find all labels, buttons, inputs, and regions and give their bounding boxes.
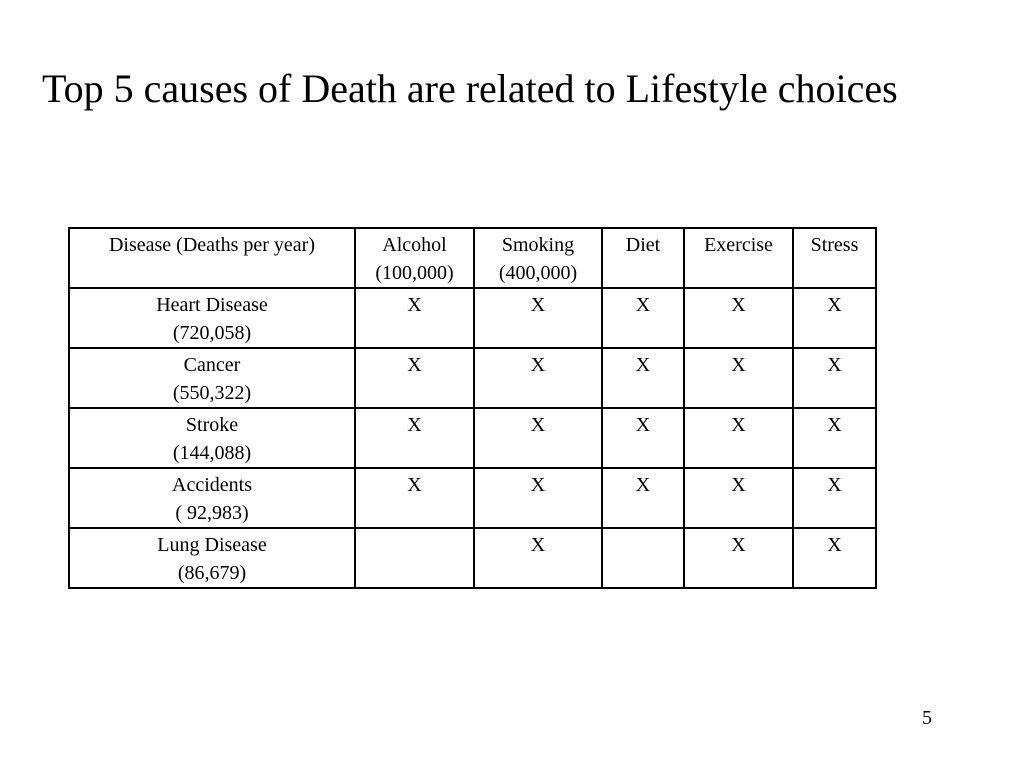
header-stress — [793, 228, 876, 288]
stress-mark: X — [793, 528, 876, 588]
header-stress-label: Stress — [810, 234, 859, 256]
header-disease-label: Disease (Deaths per year) — [108, 234, 315, 256]
disease-cell — [69, 468, 355, 528]
header-diet — [602, 228, 684, 288]
disease-deaths: (550,322) — [172, 382, 252, 404]
page-number: 5 — [922, 707, 932, 729]
stress-mark: X — [793, 408, 876, 468]
disease-name: Heart Disease — [156, 294, 268, 316]
smoking-mark: X — [474, 408, 602, 468]
header-smoking-deaths: (400,000) — [498, 262, 578, 284]
disease-cell — [69, 288, 355, 348]
disease-cell — [69, 348, 355, 408]
stress-mark: X — [793, 468, 876, 528]
exercise-mark: X — [684, 348, 793, 408]
diet-mark: X — [602, 468, 684, 528]
header-alcohol-deaths: (100,000) — [375, 262, 454, 284]
disease-name: Stroke — [185, 414, 239, 436]
header-alcohol — [355, 228, 474, 288]
exercise-mark: X — [684, 288, 793, 348]
smoking-mark: X — [474, 468, 602, 528]
table-row — [69, 288, 876, 348]
disease-deaths: (144,088) — [172, 442, 252, 464]
causes-table — [68, 227, 877, 589]
alcohol-mark: X — [355, 468, 474, 528]
smoking-mark: X — [474, 288, 602, 348]
table-row — [69, 348, 876, 408]
table-header-row — [69, 228, 876, 288]
exercise-mark: X — [684, 468, 793, 528]
alcohol-mark: X — [355, 348, 474, 408]
disease-deaths: ( 92,983) — [175, 502, 249, 524]
slide-title: Top 5 causes of Death are related to Lifestyle choices — [42, 66, 898, 111]
diet-mark: X — [602, 348, 684, 408]
stress-mark: X — [793, 288, 876, 348]
exercise-mark: X — [684, 408, 793, 468]
disease-deaths: (86,679) — [177, 562, 247, 584]
diet-mark: X — [602, 288, 684, 348]
disease-cell — [69, 528, 355, 588]
header-alcohol-label: Alcohol — [382, 234, 447, 256]
disease-cell — [69, 408, 355, 468]
disease-deaths: (720,058) — [172, 322, 252, 344]
disease-name: Lung Disease — [157, 534, 267, 556]
header-smoking — [474, 228, 602, 288]
disease-name: Cancer — [183, 354, 241, 376]
header-diet-label: Diet — [625, 234, 661, 256]
alcohol-mark: X — [355, 408, 474, 468]
smoking-mark: X — [474, 348, 602, 408]
table-row — [69, 408, 876, 468]
header-disease — [69, 228, 355, 288]
exercise-mark: X — [684, 528, 793, 588]
stress-mark: X — [793, 348, 876, 408]
alcohol-mark: X — [355, 288, 474, 348]
header-exercise — [684, 228, 793, 288]
table-row — [69, 468, 876, 528]
diet-mark — [602, 528, 684, 588]
table-row — [69, 528, 876, 588]
header-smoking-label: Smoking — [501, 234, 575, 256]
alcohol-mark — [355, 528, 474, 588]
diet-mark: X — [602, 408, 684, 468]
header-exercise-label: Exercise — [704, 234, 773, 256]
smoking-mark: X — [474, 528, 602, 588]
disease-name: Accidents — [172, 474, 252, 496]
